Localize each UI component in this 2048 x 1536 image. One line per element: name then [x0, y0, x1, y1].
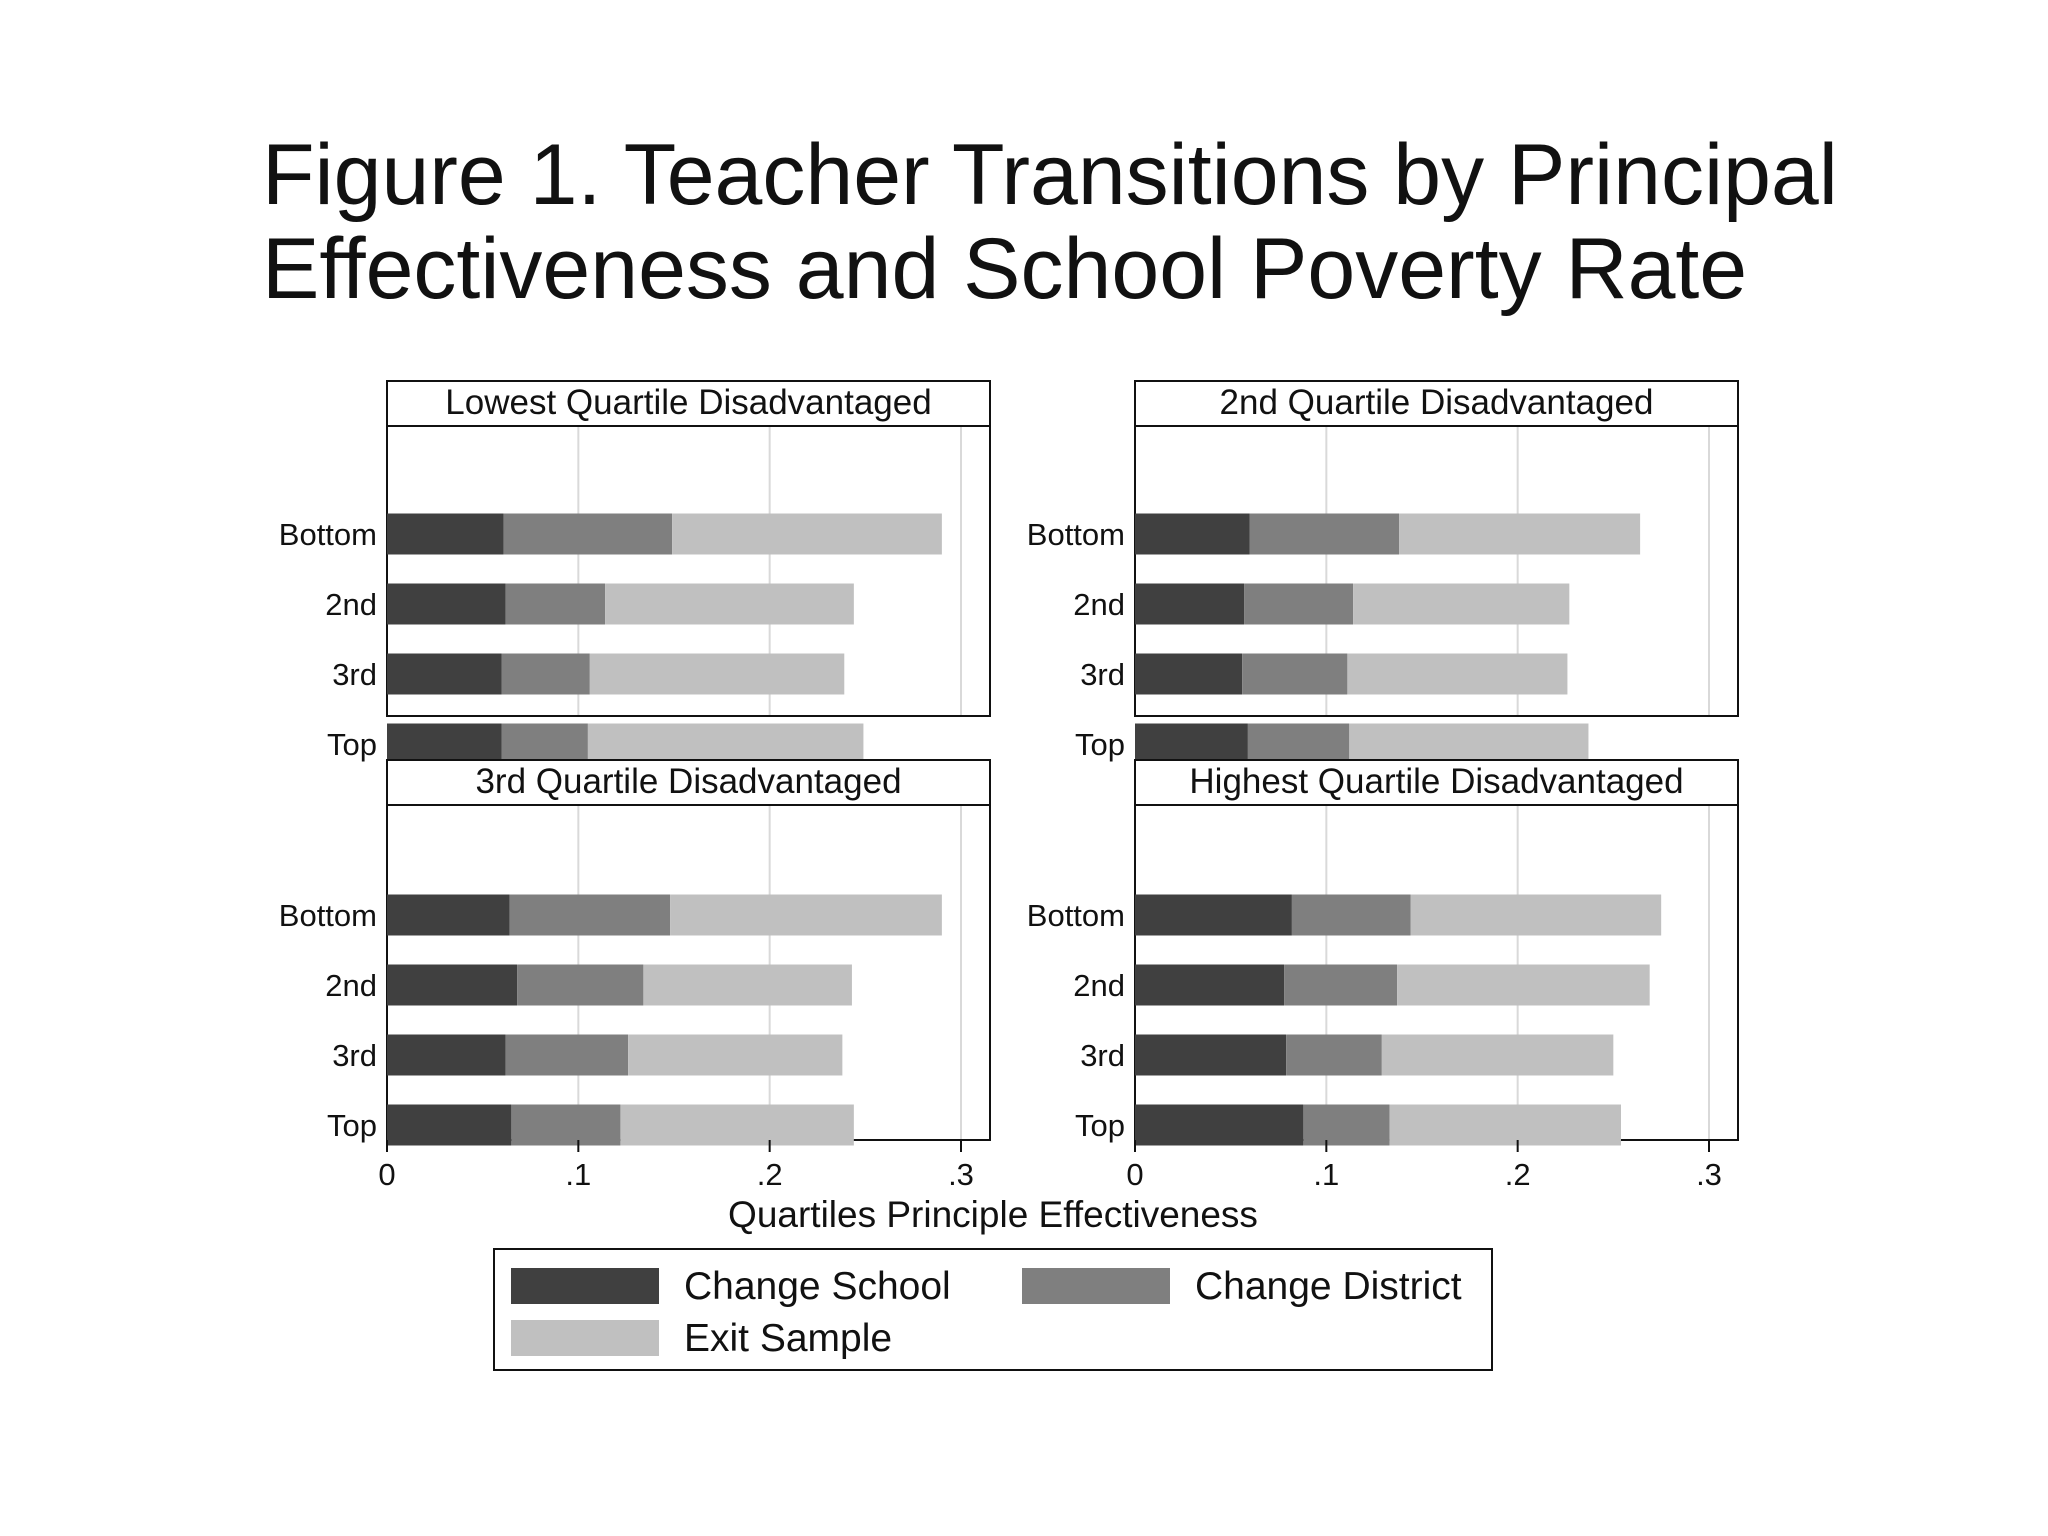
category-label: 3rd — [332, 1038, 377, 1073]
category-label: Top — [327, 1108, 377, 1143]
category-label: Bottom — [1026, 517, 1125, 552]
bar-segment — [502, 724, 588, 765]
bar-segment — [506, 1035, 628, 1076]
category-label: 2nd — [1073, 587, 1125, 622]
category-label: Top — [1075, 1108, 1125, 1143]
bar-segment — [506, 584, 605, 625]
bar-segment — [1135, 1105, 1303, 1146]
bar-segment — [588, 724, 864, 765]
legend-label: Change District — [1195, 1265, 1462, 1308]
category-label: 3rd — [1080, 1038, 1125, 1073]
category-label: 2nd — [1073, 968, 1125, 1003]
bar-segment — [1242, 654, 1347, 695]
bar-segment — [628, 1035, 842, 1076]
bar-segment — [1399, 514, 1640, 555]
legend-label: Exit Sample — [684, 1317, 893, 1360]
panel-title: 2nd Quartile Disadvantaged — [1219, 383, 1654, 422]
bar-segment — [590, 654, 844, 695]
category-label: 3rd — [1080, 657, 1125, 692]
bar-segment — [502, 654, 590, 695]
x-tick-label: .3 — [1696, 1157, 1722, 1192]
x-tick-label: .3 — [948, 1157, 974, 1192]
legend-label: Change School — [684, 1265, 951, 1308]
panel-title: Lowest Quartile Disadvantaged — [445, 383, 932, 422]
bar-segment — [1135, 654, 1242, 695]
bar-segment — [1135, 514, 1250, 555]
category-label: 3rd — [332, 657, 377, 692]
x-tick-label: 0 — [1126, 1157, 1144, 1192]
x-tick-label: .2 — [1504, 1157, 1531, 1192]
bar-segment — [1286, 1035, 1382, 1076]
bar-segment — [670, 895, 942, 936]
x-tick-label: .1 — [1313, 1157, 1340, 1192]
category-label: Bottom — [278, 517, 377, 552]
bar-segment — [511, 1105, 620, 1146]
bar-segment — [1135, 965, 1284, 1006]
bar-segment — [1244, 584, 1353, 625]
bar-segment — [1135, 1035, 1286, 1076]
bar-segment — [387, 514, 504, 555]
bar-segment — [387, 724, 502, 765]
bar-segment — [509, 895, 670, 936]
bar-segment — [387, 895, 509, 936]
x-tick-label: .2 — [756, 1157, 783, 1192]
legend-swatch — [1022, 1268, 1170, 1304]
bar-segment — [620, 1105, 853, 1146]
bar-segment — [1248, 724, 1349, 765]
figure-title: Figure 1. Teacher Transitions by Principal Effectiveness and School Poverty Rate — [262, 127, 1838, 317]
bar-segment — [1135, 895, 1292, 936]
bar-segment — [1347, 654, 1567, 695]
category-label: 2nd — [325, 587, 377, 622]
bar-segment — [672, 514, 942, 555]
bar-segment — [1284, 965, 1397, 1006]
bar-segment — [1250, 514, 1399, 555]
category-label: Top — [1075, 727, 1125, 762]
bar-segment — [387, 584, 506, 625]
bar-segment — [387, 965, 517, 1006]
bar-segment — [387, 654, 502, 695]
bar-segment — [1389, 1105, 1621, 1146]
bar-segment — [1292, 895, 1411, 936]
panel-title: 3rd Quartile Disadvantaged — [475, 762, 902, 801]
bar-segment — [643, 965, 852, 1006]
category-label: Top — [327, 727, 377, 762]
bar-segment — [1353, 584, 1569, 625]
bar-segment — [517, 965, 643, 1006]
x-axis-title: Quartiles Principle Effectiveness — [728, 1194, 1258, 1235]
bar-segment — [605, 584, 854, 625]
legend-swatch — [511, 1320, 659, 1356]
x-tick-label: 0 — [378, 1157, 396, 1192]
legend-swatch — [511, 1268, 659, 1304]
category-label: 2nd — [325, 968, 377, 1003]
x-tick-label: .1 — [565, 1157, 592, 1192]
bar-segment — [387, 1035, 506, 1076]
bar-segment — [1397, 965, 1650, 1006]
bar-segment — [387, 1105, 511, 1146]
bar-segment — [1349, 724, 1588, 765]
bar-segment — [1135, 584, 1244, 625]
bar-segment — [1303, 1105, 1389, 1146]
category-label: Bottom — [278, 898, 377, 933]
bar-segment — [1411, 895, 1662, 936]
bar-segment — [504, 514, 672, 555]
category-label: Bottom — [1026, 898, 1125, 933]
panel-title: Highest Quartile Disadvantaged — [1189, 762, 1684, 801]
bar-segment — [1382, 1035, 1614, 1076]
bar-segment — [1135, 724, 1248, 765]
